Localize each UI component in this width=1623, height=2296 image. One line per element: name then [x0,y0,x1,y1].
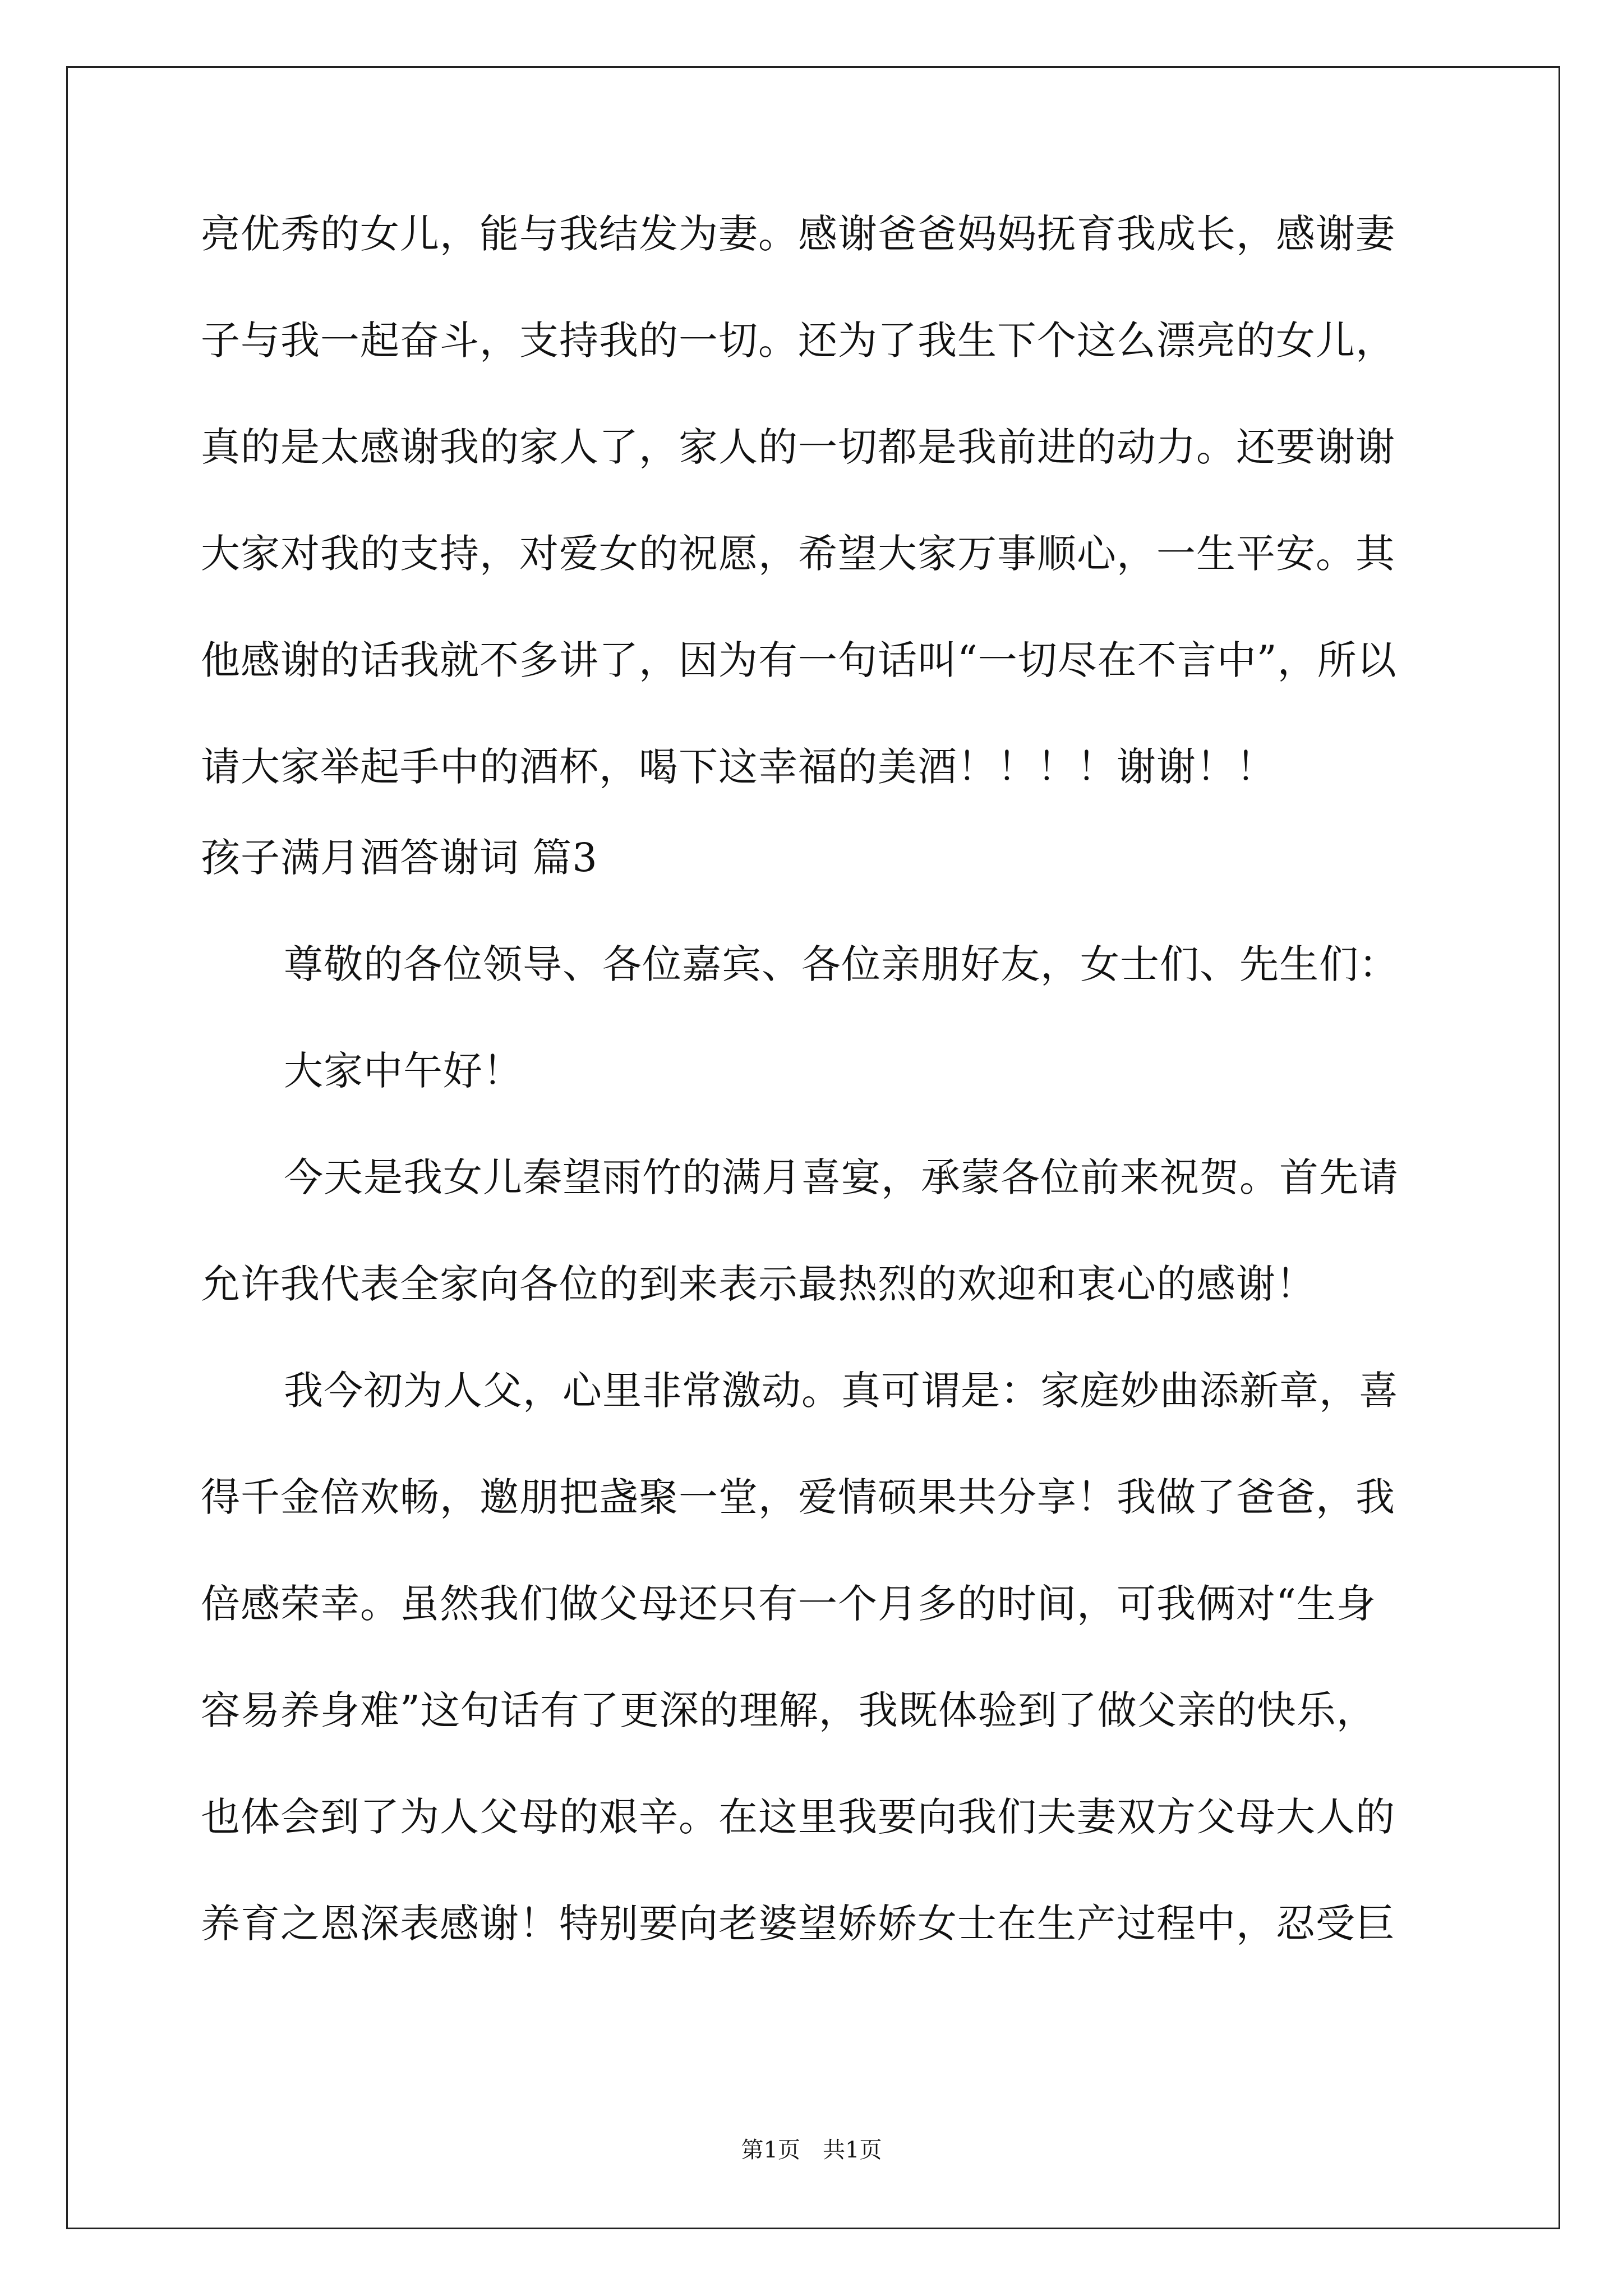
body-line: 真的是太感谢我的家人了，家人的一切都是我前进的动力。还要谢谢 [201,424,1395,470]
page-footer: 第1页 共1页 [741,2137,882,2163]
paragraph-line: 今天是我女儿秦望雨竹的满月喜宴，承蒙各位前来祝贺。首先请 [284,1154,1399,1200]
paragraph-line: 养育之恩深表感谢！特别要向老婆望娇娇女士在生产过程中，忍受巨 [201,1901,1395,1947]
body-line: 大家对我的支持，对爱女的祝愿，希望大家万事顺心，一生平安。其 [201,531,1395,577]
body-line: 亮优秀的女儿，能与我结发为妻。感谢爸爸妈妈抚育我成长，感谢妻 [201,211,1395,257]
salutation-line: 尊敬的各位领导、各位嘉宾、各位亲朋好友，女士们、先生们： [284,941,1399,987]
body-line: 他感谢的话我就不多讲了，因为有一句话叫“一切尽在不言中”，所以 [201,637,1397,683]
body-line: 子与我一起奋斗，支持我的一切。还为了我生下个这么漂亮的女儿， [201,318,1395,364]
paragraph-line: 我今初为人父，心里非常激动。真可谓是：家庭妙曲添新章，喜 [284,1368,1399,1414]
paragraph-line: 允许我代表全家向各位的到来表示最热烈的欢迎和衷心的感谢！ [201,1261,1316,1307]
greeting-line: 大家中午好！ [284,1048,523,1094]
paragraph-line: 容易养身难”这句话有了更深的理解，我既体验到了做父亲的快乐， [201,1687,1376,1733]
section-heading: 孩子满月酒答谢词 篇3 [201,835,598,881]
paragraph-line: 得千金倍欢畅，邀朋把盏聚一堂，爱情硕果共分享！我做了爸爸，我 [201,1474,1395,1520]
document-body [201,208,1435,1950]
paragraph-line: 倍感荣幸。虽然我们做父母还只有一个月多的时间，可我俩对“生身 [201,1581,1376,1627]
body-line: 请大家举起手中的酒杯，喝下这幸福的美酒！！！！谢谢！！ [201,744,1276,790]
paragraph-line: 也体会到了为人父母的艰辛。在这里我要向我们夫妻双方父母大人的 [201,1794,1395,1840]
